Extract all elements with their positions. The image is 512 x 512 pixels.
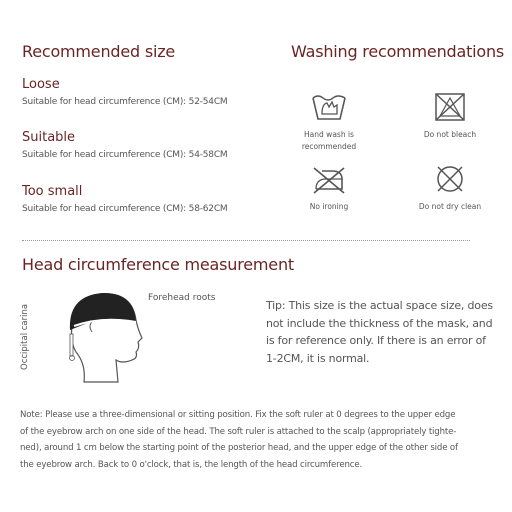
size-too-small-name: Too small	[22, 184, 83, 199]
hand-wash-label: Hand wash is recommended	[301, 130, 357, 151]
size-loose-name: Loose	[22, 77, 60, 92]
note-text: Note: Please use a three-dimensional or sitting position. Fix the soft ruler at 0 degrees to the upper edge of the eyebrow arch on one side of the head. The soft ruler is attached to the scalp (appropriately tighte- ned), around 1 cm below the starting point of the posterior head, and the upper edge of the other side of the eyebrow arch. Back to 0 o'clock, that is, the length of the head circumference.	[20, 410, 458, 470]
tip-text: Tip: This size is the actual space size, does not include the thickness of the mask, and is for reference only. If there is an error of 1-2CM, it is normal.	[266, 299, 493, 365]
hand-wash-icon	[310, 92, 348, 122]
no-ironing-label: No ironing	[309, 202, 349, 211]
size-suitable-desc: Suitable for head circumference (CM): 54-58CM	[22, 150, 228, 160]
size-suitable-name: Suitable	[22, 130, 76, 145]
size-loose-desc: Suitable for head circumference (CM): 52-54CM	[22, 97, 228, 107]
no-bleach-label: Do not bleach	[423, 130, 477, 139]
washing-title: Washing recommendations	[291, 42, 505, 61]
measurement-title: Head circumference measurement	[22, 255, 294, 274]
section-divider	[22, 240, 470, 241]
no-dry-clean-icon	[434, 163, 466, 195]
occipital-carina-label: Occipital carina	[20, 303, 30, 370]
no-ironing-icon	[310, 165, 348, 195]
size-title: Recommended size	[22, 42, 176, 61]
no-bleach-icon	[434, 92, 466, 122]
head-illustration	[62, 286, 152, 390]
forehead-roots-label: Forehead roots	[148, 293, 216, 303]
no-dry-clean-label: Do not dry clean	[418, 202, 482, 211]
size-too-small-desc: Suitable for head circumference (CM): 58-62CM	[22, 204, 228, 214]
